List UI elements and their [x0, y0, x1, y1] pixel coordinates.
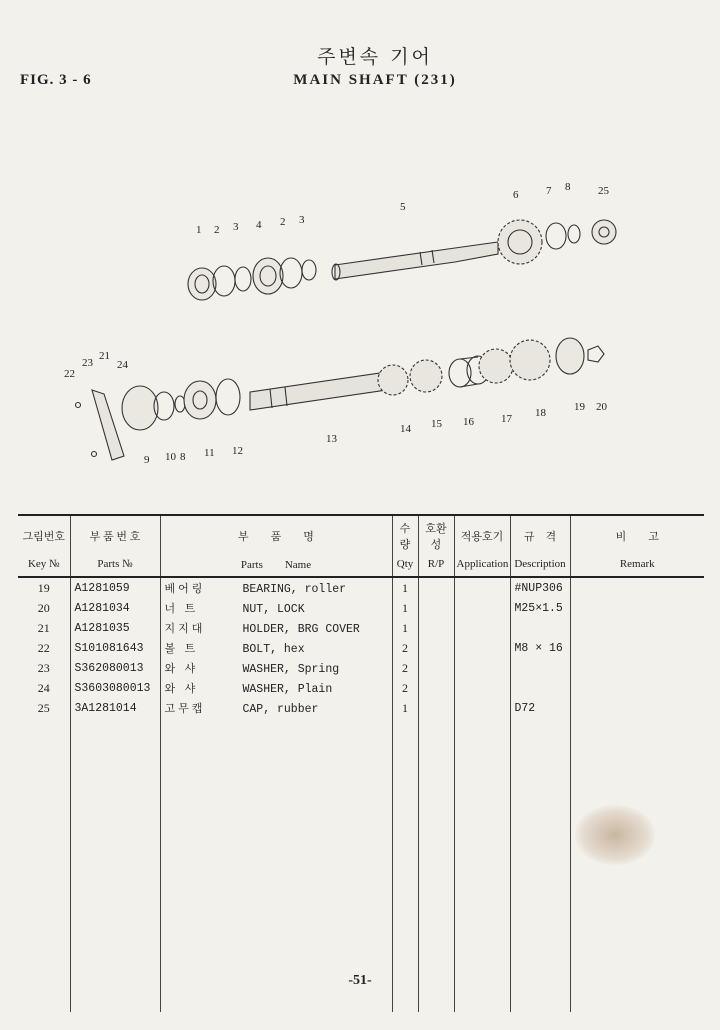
empty-cell [510, 907, 570, 928]
cell-description: #NUP306 [510, 577, 570, 598]
empty-cell [570, 949, 704, 970]
cell-name [160, 678, 392, 698]
empty-cell [454, 739, 510, 760]
empty-cell [18, 823, 70, 844]
header-name-en: Parts Name [160, 554, 392, 577]
header-rp-kr: 호환성 [418, 515, 454, 554]
header-desc-en: Description [510, 554, 570, 577]
svg-text:11: 11 [204, 447, 215, 459]
empty-cell [418, 991, 454, 1012]
empty-cell [454, 991, 510, 1012]
svg-text:24: 24 [117, 359, 128, 371]
part-name-english: NUT, LOCK [242, 603, 305, 616]
empty-cell [18, 928, 70, 949]
parts-table [18, 514, 704, 1012]
cell-application [454, 638, 510, 658]
empty-table-row [18, 781, 704, 802]
empty-cell [418, 739, 454, 760]
cell-name [160, 638, 392, 658]
header-remark-en: Remark [570, 554, 704, 577]
cell-key: 22 [18, 638, 70, 658]
empty-cell [510, 844, 570, 865]
cell-qty: 2 [392, 638, 418, 658]
svg-text:12: 12 [232, 445, 243, 457]
page-title-korean: 주변속 기어 [317, 46, 433, 68]
empty-cell [160, 844, 392, 865]
cell-remark [570, 638, 704, 658]
cell-key: 25 [18, 698, 70, 718]
empty-cell [392, 907, 418, 928]
cell-part-no: 3A1281014 [70, 698, 160, 718]
cell-part-no: S362080013 [70, 658, 160, 678]
empty-cell [454, 823, 510, 844]
empty-cell [392, 865, 418, 886]
empty-cell [18, 907, 70, 928]
empty-cell [570, 886, 704, 907]
cell-description: M8 × 16 [510, 638, 570, 658]
empty-cell [510, 928, 570, 949]
cell-part-no: S3603080013 [70, 678, 160, 698]
svg-text:2: 2 [214, 224, 220, 236]
empty-cell [392, 739, 418, 760]
empty-cell [70, 844, 160, 865]
paper-stain [575, 805, 655, 865]
empty-table-row [18, 907, 704, 928]
empty-cell [392, 928, 418, 949]
empty-table-row [18, 991, 704, 1012]
empty-cell [160, 760, 392, 781]
part-name-english: HOLDER, BRG COVER [242, 623, 360, 636]
empty-cell [160, 802, 392, 823]
header-name-kr: 부 품 명 [160, 515, 392, 554]
empty-cell [510, 781, 570, 802]
cell-application [454, 678, 510, 698]
empty-cell [454, 907, 510, 928]
svg-text:8: 8 [180, 451, 186, 463]
table-row [18, 658, 704, 678]
table-header-korean-row [18, 515, 704, 554]
empty-cell [392, 760, 418, 781]
cell-rp [418, 698, 454, 718]
empty-cell [454, 781, 510, 802]
empty-cell [392, 802, 418, 823]
empty-cell [70, 781, 160, 802]
svg-text:3: 3 [299, 214, 305, 226]
cell-remark [570, 678, 704, 698]
svg-text:17: 17 [501, 413, 512, 425]
empty-cell [418, 802, 454, 823]
part-name-korean: 와 샤 [164, 662, 199, 675]
cell-name [160, 577, 392, 598]
empty-cell [510, 949, 570, 970]
table-row [18, 638, 704, 658]
empty-cell [18, 949, 70, 970]
figure-label: FIG. 3 - 6 [20, 72, 92, 88]
empty-cell [570, 718, 704, 739]
cell-qty: 1 [392, 577, 418, 598]
exploded-parts-diagram [0, 170, 720, 490]
header-desc-kr: 규 격 [510, 515, 570, 554]
cell-name [160, 658, 392, 678]
empty-cell [70, 928, 160, 949]
part-name-english: BEARING, roller [242, 583, 347, 596]
cell-application [454, 698, 510, 718]
empty-cell [510, 718, 570, 739]
svg-text:10: 10 [165, 451, 176, 463]
empty-cell [570, 739, 704, 760]
header-app-en: Application [454, 554, 510, 577]
cell-description: M25×1.5 [510, 598, 570, 618]
cell-part-no: A1281035 [70, 618, 160, 638]
cell-name [160, 598, 392, 618]
empty-cell [454, 844, 510, 865]
empty-cell [510, 991, 570, 1012]
empty-cell [454, 760, 510, 781]
cell-remark [570, 618, 704, 638]
cell-qty: 1 [392, 698, 418, 718]
empty-cell [18, 739, 70, 760]
empty-cell [70, 802, 160, 823]
page-number: -51- [348, 973, 372, 988]
svg-text:13: 13 [326, 433, 337, 445]
svg-text:23: 23 [82, 357, 93, 369]
empty-cell [160, 907, 392, 928]
empty-cell [160, 823, 392, 844]
cell-qty: 1 [392, 598, 418, 618]
empty-cell [570, 865, 704, 886]
cell-rp [418, 577, 454, 598]
empty-cell [454, 886, 510, 907]
cell-application [454, 658, 510, 678]
cell-remark [570, 598, 704, 618]
empty-cell [510, 886, 570, 907]
empty-cell [392, 991, 418, 1012]
svg-text:4: 4 [256, 219, 262, 231]
empty-cell [18, 718, 70, 739]
cell-key: 24 [18, 678, 70, 698]
table-body [18, 577, 704, 1012]
svg-text:1: 1 [196, 224, 202, 236]
empty-cell [510, 802, 570, 823]
empty-cell [510, 823, 570, 844]
part-name-english: CAP, rubber [242, 703, 319, 716]
empty-cell [418, 823, 454, 844]
header-app-kr: 적용호기 [454, 515, 510, 554]
empty-cell [160, 865, 392, 886]
part-name-korean: 볼 트 [164, 642, 199, 655]
empty-cell [570, 928, 704, 949]
cell-qty: 2 [392, 678, 418, 698]
svg-text:20: 20 [596, 401, 607, 413]
svg-text:22: 22 [64, 368, 75, 380]
part-name-korean: 너 트 [164, 602, 199, 615]
svg-text:7: 7 [546, 185, 552, 197]
empty-cell [454, 802, 510, 823]
empty-cell [392, 886, 418, 907]
empty-cell [18, 760, 70, 781]
empty-cell [18, 865, 70, 886]
header-key-kr: 그림번호 [18, 515, 70, 554]
empty-cell [418, 865, 454, 886]
part-name-english: WASHER, Plain [242, 683, 333, 696]
cell-name [160, 618, 392, 638]
empty-cell [70, 907, 160, 928]
cell-remark [570, 658, 704, 678]
cell-key: 21 [18, 618, 70, 638]
svg-text:15: 15 [431, 418, 442, 430]
empty-cell [510, 739, 570, 760]
table-header-english-row [18, 554, 704, 577]
table-row [18, 618, 704, 638]
header-qty-kr: 수량 [392, 515, 418, 554]
cell-remark [570, 698, 704, 718]
cell-key: 23 [18, 658, 70, 678]
part-name-korean: 고무캡 [164, 702, 206, 715]
cell-application [454, 618, 510, 638]
cell-description [510, 618, 570, 638]
empty-cell [70, 949, 160, 970]
cell-rp [418, 618, 454, 638]
header-qty-en: Qty [392, 554, 418, 577]
empty-cell [160, 739, 392, 760]
empty-cell [570, 781, 704, 802]
svg-text:19: 19 [574, 401, 585, 413]
svg-text:3: 3 [233, 221, 239, 233]
cell-name [160, 698, 392, 718]
empty-cell [418, 907, 454, 928]
empty-cell [418, 781, 454, 802]
part-name-english: BOLT, hex [242, 643, 305, 656]
empty-cell [392, 781, 418, 802]
empty-cell [18, 781, 70, 802]
svg-text:8: 8 [565, 181, 571, 193]
header-rp-en: R/P [418, 554, 454, 577]
table-row [18, 577, 704, 598]
cell-remark [570, 577, 704, 598]
svg-text:6: 6 [513, 189, 519, 201]
empty-cell [160, 886, 392, 907]
empty-cell [392, 718, 418, 739]
empty-cell [418, 886, 454, 907]
empty-table-row [18, 739, 704, 760]
empty-cell [510, 865, 570, 886]
part-name-korean: 베어링 [164, 582, 206, 595]
empty-table-row [18, 886, 704, 907]
empty-cell [454, 949, 510, 970]
empty-cell [418, 844, 454, 865]
cell-key: 19 [18, 577, 70, 598]
empty-cell [392, 949, 418, 970]
empty-cell [392, 823, 418, 844]
cell-rp [418, 638, 454, 658]
header-partno-kr: 부 품 번 호 [70, 515, 160, 554]
empty-cell [418, 928, 454, 949]
empty-table-row [18, 949, 704, 970]
empty-cell [454, 865, 510, 886]
empty-cell [570, 760, 704, 781]
empty-cell [570, 907, 704, 928]
svg-text:18: 18 [535, 407, 546, 419]
empty-cell [70, 739, 160, 760]
empty-cell [18, 991, 70, 1012]
cell-qty: 2 [392, 658, 418, 678]
empty-cell [454, 718, 510, 739]
empty-cell [160, 949, 392, 970]
header-partno-en: Parts № [70, 554, 160, 577]
empty-cell [570, 991, 704, 1012]
page-title-english: MAIN SHAFT (231) [293, 72, 457, 88]
empty-cell [510, 760, 570, 781]
empty-cell [418, 949, 454, 970]
cell-description [510, 678, 570, 698]
svg-text:16: 16 [463, 416, 474, 428]
empty-cell [160, 991, 392, 1012]
empty-table-row [18, 760, 704, 781]
cell-part-no: A1281034 [70, 598, 160, 618]
empty-table-row [18, 928, 704, 949]
empty-cell [70, 718, 160, 739]
svg-text:2: 2 [280, 216, 286, 228]
empty-table-row [18, 865, 704, 886]
empty-cell [70, 886, 160, 907]
empty-cell [70, 823, 160, 844]
empty-cell [70, 760, 160, 781]
empty-cell [160, 928, 392, 949]
svg-text:9: 9 [144, 454, 150, 466]
part-name-english: WASHER, Spring [242, 663, 340, 676]
header-key-en: Key № [18, 554, 70, 577]
empty-cell [70, 991, 160, 1012]
part-name-korean: 와 샤 [164, 682, 199, 695]
empty-cell [18, 844, 70, 865]
header-remark-kr: 비 고 [570, 515, 704, 554]
empty-cell [18, 802, 70, 823]
empty-cell [418, 718, 454, 739]
table-row [18, 678, 704, 698]
cell-description [510, 658, 570, 678]
empty-cell [418, 760, 454, 781]
svg-text:14: 14 [400, 423, 411, 435]
empty-cell [70, 865, 160, 886]
table-row [18, 598, 704, 618]
empty-cell [160, 718, 392, 739]
cell-qty: 1 [392, 618, 418, 638]
cell-key: 20 [18, 598, 70, 618]
svg-text:21: 21 [99, 350, 110, 362]
cell-part-no: S101081643 [70, 638, 160, 658]
svg-text:25: 25 [598, 185, 609, 197]
cell-application [454, 598, 510, 618]
cell-rp [418, 658, 454, 678]
empty-cell [454, 928, 510, 949]
empty-cell [392, 844, 418, 865]
empty-table-row [18, 718, 704, 739]
cell-application [454, 577, 510, 598]
cell-description: D72 [510, 698, 570, 718]
part-name-korean: 지지대 [164, 622, 206, 635]
empty-cell [18, 886, 70, 907]
svg-text:5: 5 [400, 201, 406, 213]
empty-cell [160, 781, 392, 802]
cell-rp [418, 598, 454, 618]
table-row [18, 698, 704, 718]
cell-part-no: A1281059 [70, 577, 160, 598]
cell-rp [418, 678, 454, 698]
